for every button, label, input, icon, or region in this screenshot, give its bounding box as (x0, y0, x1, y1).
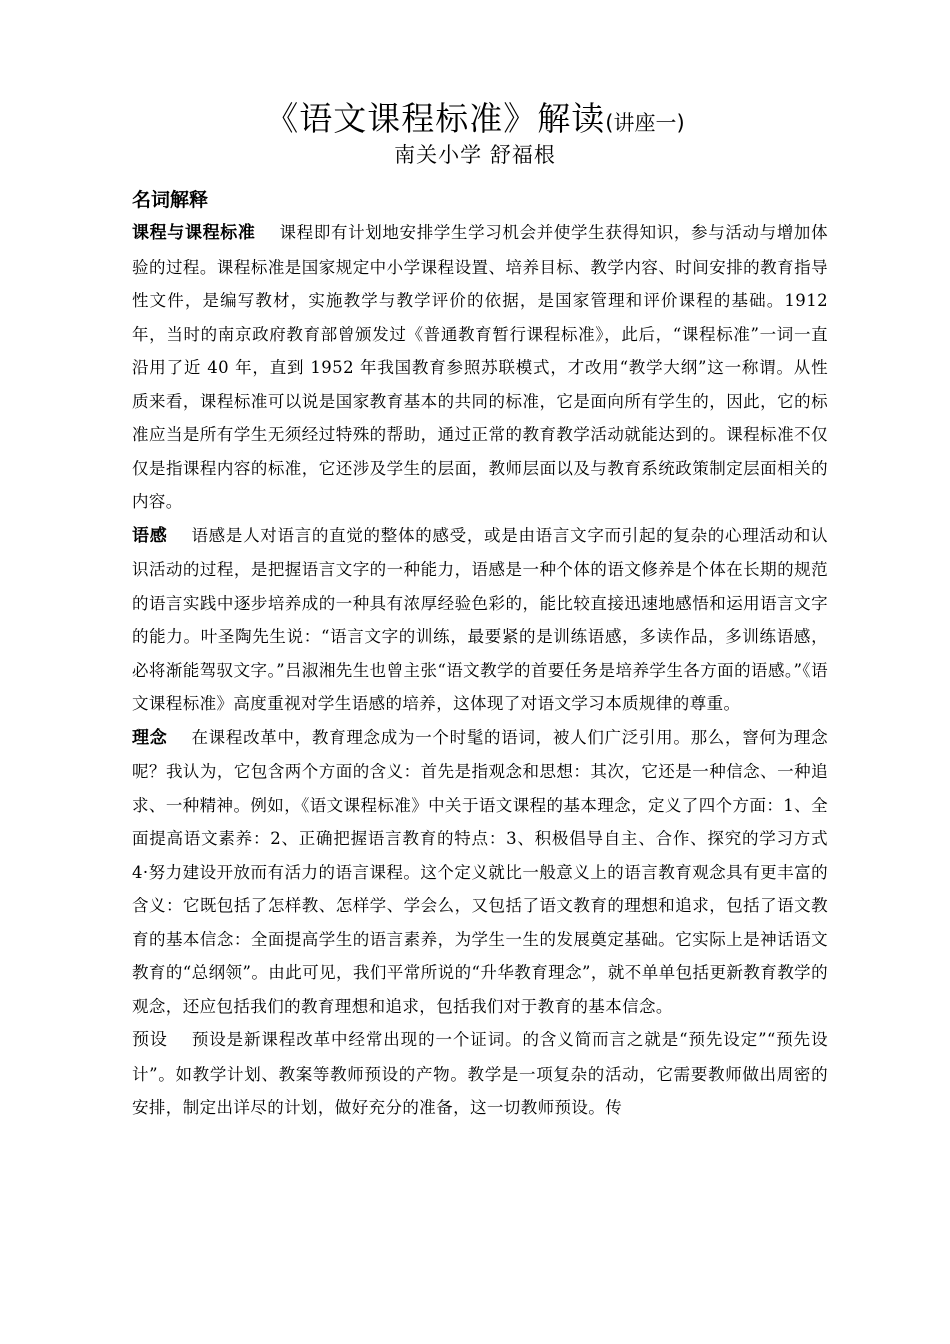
section-heading: 名词解释 (132, 189, 209, 211)
title-main: 《语文课程标准》解读 (265, 99, 606, 138)
entry-text: 课程即有计划地安排学生学习机会并使学生获得知识，参与活动与增加体验的过程。课程标准是国家规定中小学课程设置、培养目标、教学内容、时间安排的教育指导性文件，是编写教材，实施教学与教学评价的依据，是国家管理和评价课程的基础。1912 年，当时的南京政府教育部曾颁发过《普通教育暂行课程标准》，此后，“课程标准”一词一直沿用了近 40 年，直到 1952 年我国教育参照苏联模式，才改用“教学大纲”这一称谓。从性质来看，课程标准可以说是国家教育基本的共同的标准，它是面向所有学生的，因此，它的标准应当是所有学生无须经过特殊的帮助，通过正常的教育教学活动就能达到的。课程标准不仅仅是指课程内容的标准，它还涉及学生的层面，教师层面以及与教育系统政策制定层面相关的内容。 (132, 223, 828, 511)
entry-presupposition (132, 1023, 828, 1125)
entry-text: 语感是人对语言的直觉的整体的感受，或是由语言文字而引起的复杂的心理活动和认识活动的过程，是把握语言文字的一种能力，语感是一种个体的语文修养是个体在长期的规范的语言实践中逐步培养成的一种具有浓厚经验色彩的，能比较直接迅速地感悟和运用语言文字的能力。叶圣陶先生说：“语言文字的训练，最要紧的是训练语感，多读作品，多训练语感，必将渐能驾驭文字。”吕淑湘先生也曾主张“语文教学的首要任务是培养学生各方面的语感。”《语文课程标准》高度重视对学生语感的培养，这体现了对语文学习本质规律的尊重。 (132, 525, 828, 713)
entry-term: 理念 (132, 727, 168, 748)
entry-term: 课程与课程标准 (132, 223, 256, 243)
entry-term: 语感 (132, 525, 168, 546)
title-block (0, 98, 950, 168)
entry-text: 在课程改革中，教育理念成为一个时髦的语词，被人们广泛引用。那么，窨何为理念呢？我认为，它包含两个方面的含义：首先是指观念和思想：其次，它还是一种信念、一种追求、一种精神。例如，《语文课程标准》中关于语文课程的基本理念，定义了四个方面：1、全面提高语文素养：2、正确把握语言教育的特点：3、积极倡导自主、合作、探究的学习方式 4·努力建设开放而有活力的语言课程。这个定义就比一般意义上的语言教育观念具有更丰富的含义：它既包括了怎样教、怎样学、学会么，又包括了语文教育的理想和追求，包括了语文教育的基本信念：全面提高学生的语言素养，为学生一生的发展奠定基础。它实际上是神话语文教育的“总纲领”。由此可见，我们平常所说的“升华教育理念”，就不单单包括更新教育教学的观念，还应包括我们的教育理想和追求，包括我们对于教育的基本信念。 (132, 727, 828, 1016)
document-title (0, 98, 950, 144)
entry-curriculum-standard (132, 216, 828, 519)
author-line: 南关小学 舒福根 (394, 143, 556, 167)
entry-term: 预设 (132, 1030, 168, 1050)
title-suffix: (讲座一) (605, 111, 685, 135)
entry-text: 预设是新课程改革中经常出现的一个证词。的含义简而言之就是“预先设定”“预先设计”。如教学计划、教案等教师预设的产物。教学是一项复杂的活动，它需要教师做出周密的安排，制定出详尽的计划，做好充分的准备，这一切教师预设。传 (132, 1030, 828, 1117)
entry-concept (132, 721, 828, 1024)
entry-language-sense (132, 519, 828, 721)
document-body (132, 216, 828, 1125)
